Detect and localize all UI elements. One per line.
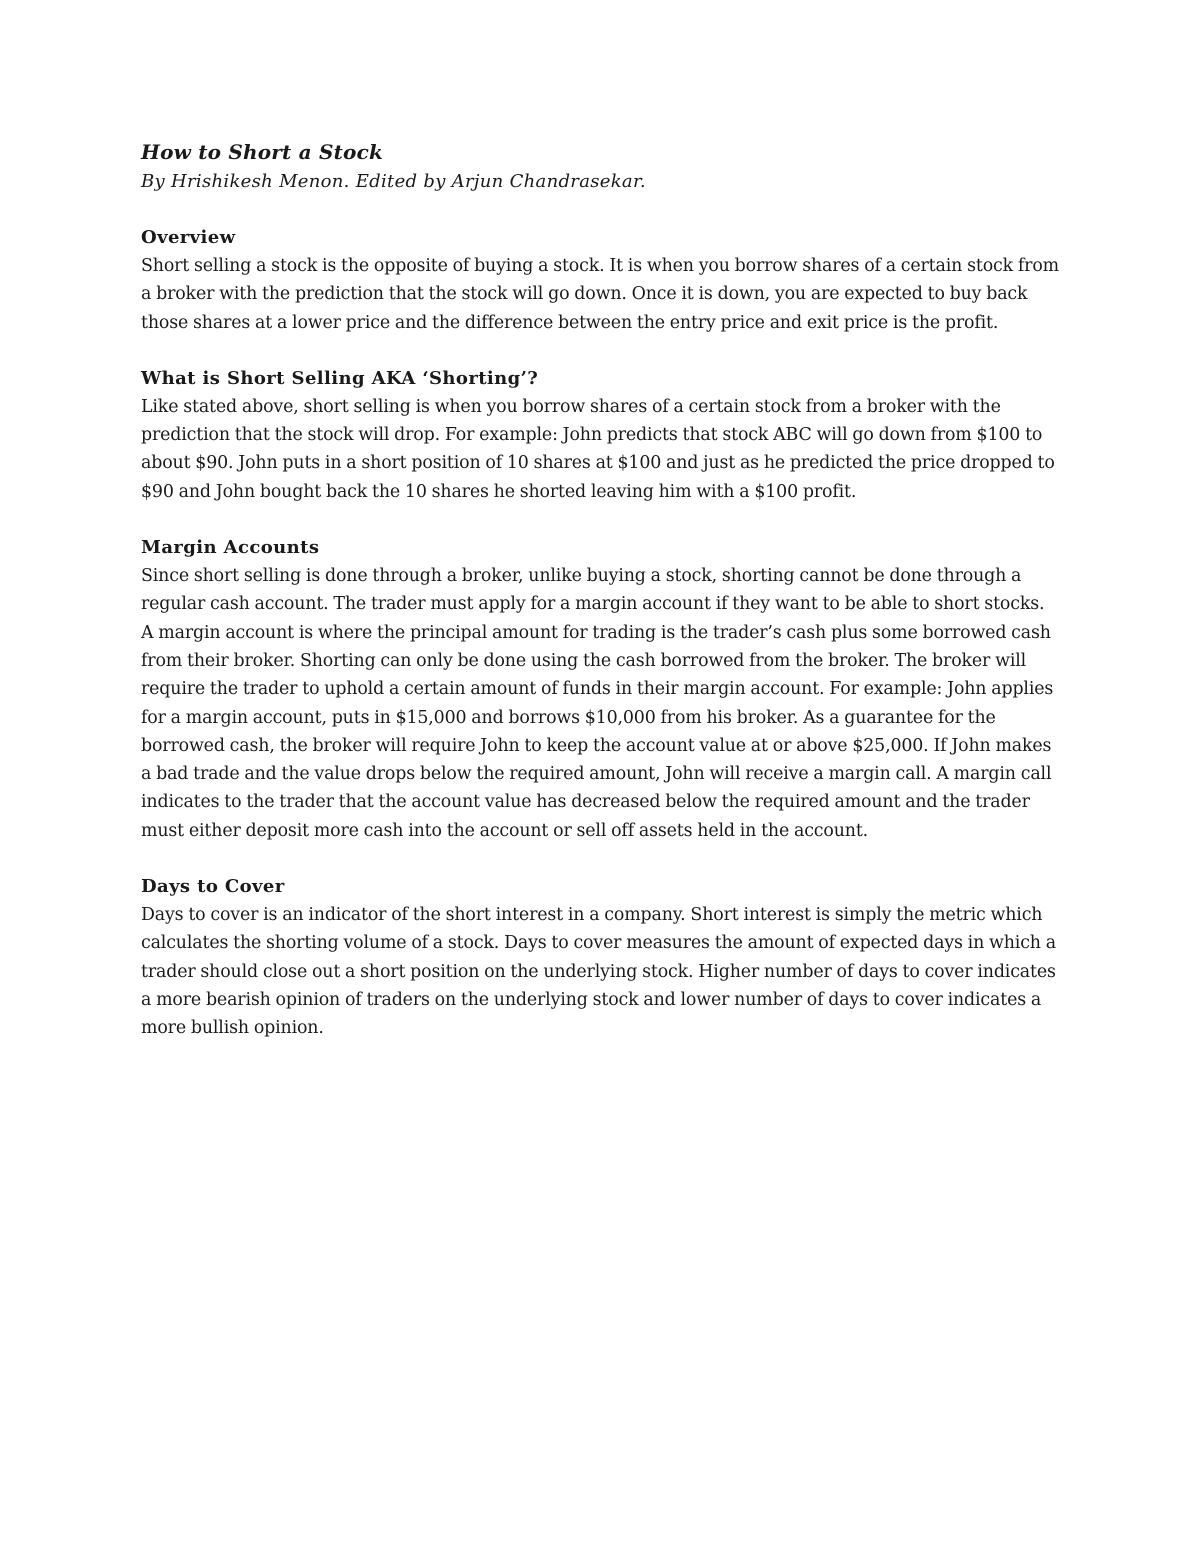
section-margin-accounts: [141, 533, 1061, 845]
section-what-is-short-selling: [141, 364, 1061, 506]
section-heading: What is Short Selling AKA ‘Shorting’?: [141, 367, 539, 389]
document-title: How to Short a Stock: [141, 140, 383, 164]
section-days-to-cover: [141, 872, 1061, 1042]
section-body: Short selling a stock is the opposite of buying a stock. It is when you borrow shares of a certain stock from a broker with the prediction that the stock will go down. Once it is down, you are expected to buy back those shares at a lower price and the difference between the entry price and exit price is the profit.: [141, 256, 1059, 333]
document-content: [141, 138, 1061, 1043]
section-heading: Overview: [141, 227, 236, 248]
section-heading: Days to Cover: [141, 876, 285, 898]
section-body: Since short selling is done through a broker, unlike buying a stock, shorting cannot be done through a regular cash account. The trader must apply for a margin account if they want to be able to short stocks. A margin account is where the principal amount for trading is the trader’s cash plus some borrowed cash from their broker. Shorting can only be done using the cash borrowed from the broker. The broker will require the trader to uphold a certain amount of funds in their margin account. For example: John applies for a margin account, puts in $15,000 and borrows $10,000 from his broker. As a guarantee for the borrowed cash, the broker will require John to keep the account value at or above $25,000. If John makes a bad trade and the value drops below the required amount, John will receive a margin call. A margin call indicates to the trader that the account value has decreased below the required amount and the trader must either deposit more cash into the account or sell off assets held in the account.: [141, 566, 1054, 841]
section-overview: [141, 223, 1061, 337]
document-byline: By Hrishikesh Menon. Edited by Arjun Chandrasekar.: [141, 171, 646, 192]
section-heading: Margin Accounts: [141, 537, 320, 559]
section-body: Days to cover is an indicator of the short interest in a company. Short interest is simply the metric which calculates the shorting volume of a stock. Days to cover measures the amount of expected days in which a trader should close out a short position on the underlying stock. Higher number of days to cover indicates a more bearish opinion of traders on the underlying stock and lower number of days to cover indicates a more bullish opinion.: [141, 905, 1056, 1039]
section-body: Like stated above, short selling is when you borrow shares of a certain stock from a broker with the prediction that the stock will drop. For example: John predicts that stock ABC will go down from $100 to about $90. John puts in a short position of 10 shares at $100 and just as he predicted the price dropped to $90 and John bought back the 10 shares he shorted leaving him with a $100 profit.: [141, 396, 1055, 502]
